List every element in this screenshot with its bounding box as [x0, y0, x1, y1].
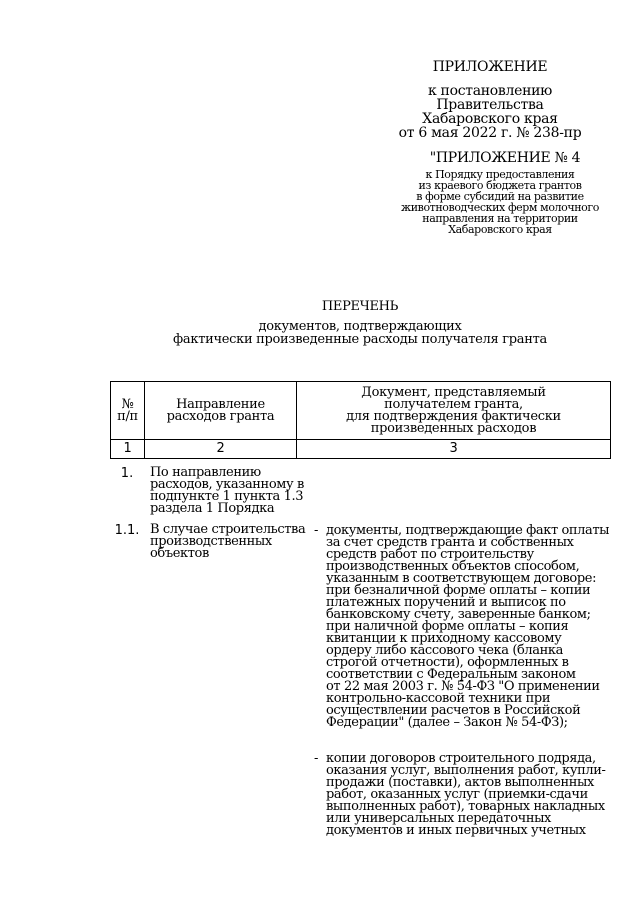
documents-table-header	[110, 381, 611, 459]
appendix-date-line: от 6 мая 2022 г. № 238-пр	[398, 125, 582, 141]
appendix-lines: к постановлению Правительства Хабаровского края	[422, 83, 558, 127]
header-direction: Направление расходов гранта	[145, 382, 297, 440]
row-1-1-direction: В случае строительства производственных объектов	[150, 522, 306, 561]
column-number-1: 1	[111, 440, 145, 459]
row-1-1-document-1: документы, подтверждающие факт оплаты за счет средств гранта и собственных средств работ по строительству производственных объектов способом, указанным в соответствующем договоре: при безналичной форме оплаты – копии платежных поручений и выписок по банковскому счету, заверенные банком; при наличной форме оплаты – копия квитанции к приходному кассовому ордеру либо кассового чека (бланка строгой отчетности), оформленных в соответствии с Федеральным законом от 22 мая 2003 г. № 54-ФЗ "О применении контрольно-кассовой техники при осуществлении расчетов в Российской Федерации" (далее – Закон № 54-ФЗ);	[326, 523, 610, 730]
appendix-heading: ПРИЛОЖЕНИЕ	[432, 59, 548, 75]
document-title: ПЕРЕЧЕНЬ	[321, 299, 399, 314]
row-1-number: 1.	[120, 466, 134, 481]
column-number-2: 2	[145, 440, 297, 459]
row-1-1-number: 1.1.	[114, 523, 140, 538]
row-1-direction: По направлению расходов, указанному в подпункте 1 пункта 1.3 раздела 1 Порядка	[150, 465, 304, 516]
column-number-3: 3	[297, 440, 611, 459]
sub-appendix-heading: "ПРИЛОЖЕНИЕ № 4	[429, 150, 581, 166]
document-subtitle: документов, подтверждающих фактически произведенные расходы получателя гранта	[173, 319, 547, 347]
header-document: Документ, представляемый получателем гранта, для подтверждения фактически произведенных расходов	[297, 382, 611, 440]
list-bullet-dash: -	[314, 751, 319, 766]
header-number: № п/п	[111, 382, 145, 440]
row-1-1-document-2: копии договоров строительного подряда, оказания услуг, выполнения работ, купли- продажи (поставки), актов выполненных работ, оказанных услуг (приемки-сдачи выполненных работ), товарных накладных или универсальных передаточных документов и иных первичных учетных	[326, 751, 606, 838]
list-bullet-dash: -	[314, 523, 319, 538]
sub-appendix-lines: к Порядку предоставления из краевого бюджета грантов в форме субсидий на развитие животноводческих ферм молочного направления на территории Хабаровского края	[401, 168, 599, 236]
